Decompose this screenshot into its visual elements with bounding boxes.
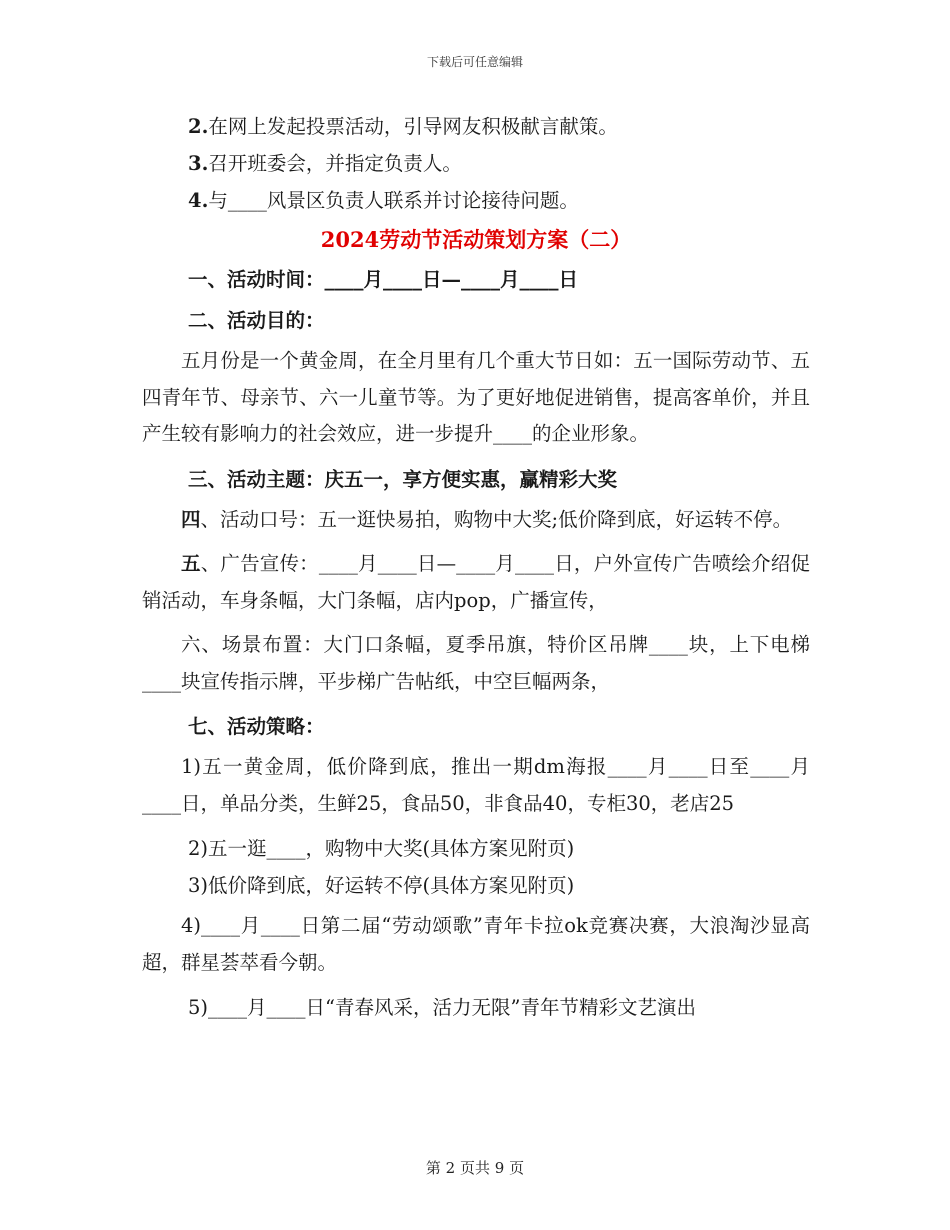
strategy-item: 1)五一黄金周，低价降到底，推出一期dm海报____月____日至____月____日，单品分类，生鲜25，食品50，非食品40，专柜30，老店25 xyxy=(142,755,810,815)
list-number: 4. xyxy=(188,189,209,212)
advertising-text: 、广告宣传：____月____日—____月____日，户外宣传广告喷绘介绍促销活动，车身条幅，大门条幅，店内pop，广播宣传， xyxy=(142,552,810,612)
list-item-4 xyxy=(142,182,810,219)
list-text: 召开班委会，并指定负责人。 xyxy=(208,152,462,175)
section-number: 四 xyxy=(181,507,201,531)
strategy-item: 4)____月____日第二届“劳动颂歌”青年卡拉ok竞赛决赛，大浪淘沙显高超，群星荟萃看今朝。 xyxy=(142,914,810,974)
list-number: 2. xyxy=(188,115,209,138)
list-number: 3. xyxy=(188,152,209,175)
strategy-item: 5)____月____日“青春风采，活力无限”青年节精彩文艺演出 xyxy=(188,996,696,1019)
section-number: 五 xyxy=(181,552,201,575)
section-activity-strategy: 七、活动策略： xyxy=(188,715,325,738)
slogan-text: 、活动口号：五一逛快易拍，购物中大奖;低价降到底，好运转不停。 xyxy=(200,507,793,531)
list-text: 在网上发起投票活动，引导网友积极献言献策。 xyxy=(208,115,618,138)
slogan-paragraph xyxy=(142,502,810,539)
section-activity-theme: 三、活动主题：庆五一，享方便实惠，赢精彩大奖 xyxy=(188,467,618,491)
scene-layout-paragraph: 六、场景布置：大门口条幅，夏季吊旗，特价区吊牌____块，上下电梯____块宣传指示牌，平步梯广告帖纸，中空巨幅两条， xyxy=(142,633,810,693)
section-title: 2024劳动节活动策划方案（二） xyxy=(320,227,632,252)
purpose-paragraph: 五月份是一个黄金周，在全月里有几个重大节日如：五一国际劳动节、五四青年节、母亲节、六一儿童节等。为了更好地促进销售，提高客单价，并且产生较有影响力的社会效应，进一步提升____的企业形象。 xyxy=(142,349,810,445)
page-header: 下载后可任意编辑 xyxy=(426,55,523,69)
page-footer: 第 2 页共 9 页 xyxy=(425,1159,525,1177)
section-activity-purpose: 二、活动目的： xyxy=(188,309,325,332)
strategy-item: 3)低价降到底，好运转不停(具体方案见附页) xyxy=(188,874,575,897)
list-item-3 xyxy=(142,145,810,182)
list-item-2 xyxy=(142,108,810,145)
strategy-item: 2)五一逛____，购物中大奖(具体方案见附页) xyxy=(188,837,575,860)
advertising-paragraph xyxy=(142,546,810,619)
section-activity-time: 一、活动时间：____月____日—____月____日 xyxy=(188,268,579,291)
list-text: 与____风景区负责人联系并讨论接待问题。 xyxy=(208,189,579,212)
document-body xyxy=(142,108,810,1026)
